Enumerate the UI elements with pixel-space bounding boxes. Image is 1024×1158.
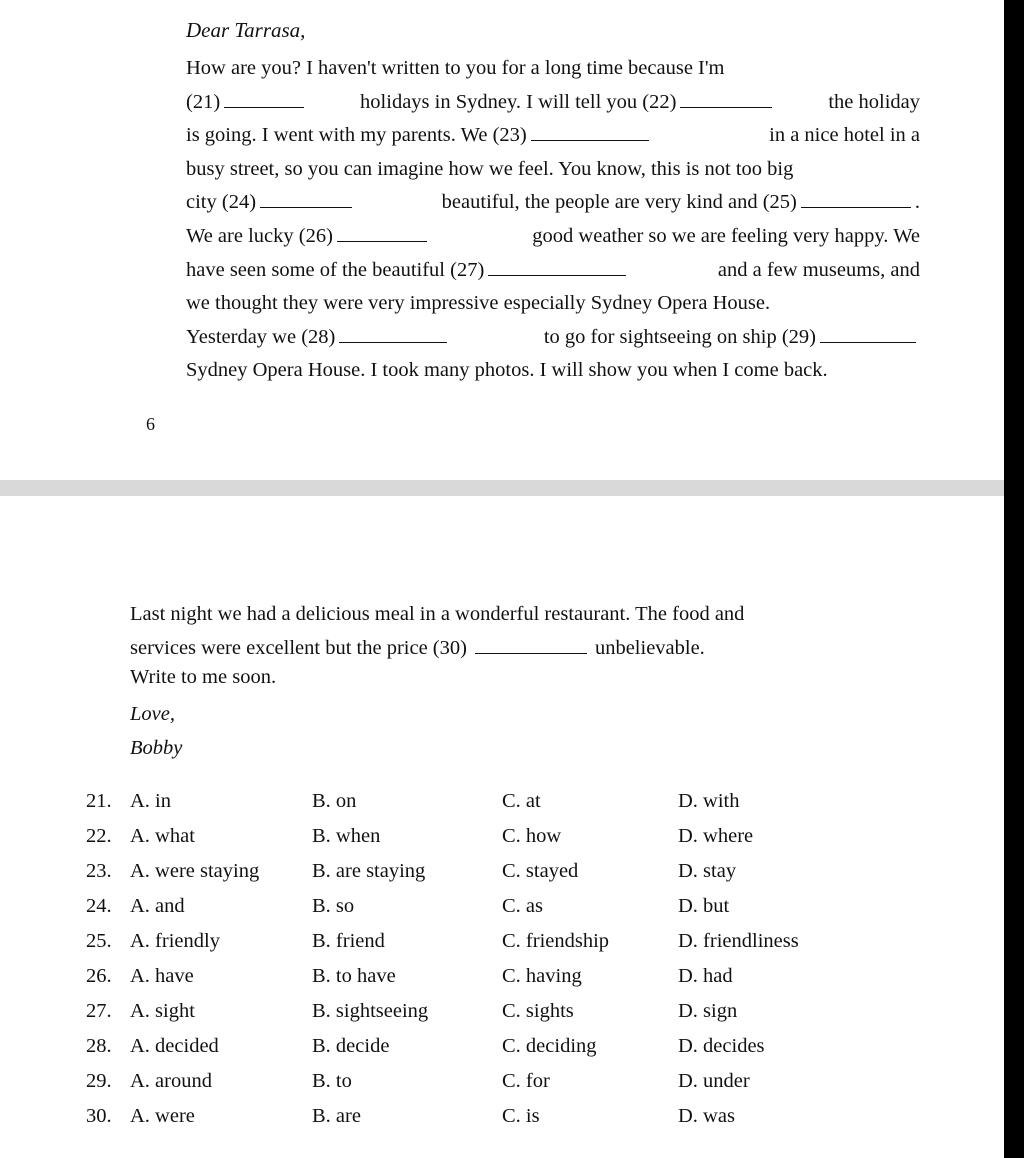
option-b: B. to have	[312, 965, 396, 987]
option-c: C. sights	[502, 1000, 574, 1022]
blank-25	[801, 190, 911, 208]
option-c: C. for	[502, 1070, 550, 1092]
question-number: 30.	[86, 1105, 112, 1127]
page-number: 6	[146, 414, 155, 434]
question-row	[86, 790, 846, 825]
question-number: 27.	[86, 1000, 112, 1022]
option-c: C. having	[502, 965, 582, 987]
option-c: C. is	[502, 1105, 540, 1127]
letter-line: busy street, so you can imagine how we feel. You know, this is not too big	[186, 157, 794, 180]
question-number: 22.	[86, 825, 112, 847]
option-a: A. decided	[130, 1035, 219, 1057]
option-d: D. under	[678, 1070, 750, 1092]
letter-line: Sydney Opera House. I took many photos. I will show you when I come back.	[186, 359, 828, 382]
option-d: D. friendliness	[678, 930, 799, 952]
closing-request: Write to me soon.	[130, 666, 277, 688]
blank-28	[339, 324, 447, 342]
option-d: D. had	[678, 965, 733, 987]
question-number: 24.	[86, 895, 112, 917]
page-separator	[0, 480, 1024, 496]
blank-23	[531, 123, 649, 141]
question-number: 26.	[86, 965, 112, 987]
option-c: C. friendship	[502, 930, 610, 952]
option-b: B. friend	[312, 930, 385, 952]
option-a: A. sight	[130, 1000, 195, 1022]
option-b: B. are	[312, 1105, 361, 1127]
letter-line: (21) holidays in Sydney. I will tell you (22) the holiday	[186, 90, 920, 113]
question-row	[86, 1035, 846, 1070]
screen-edge	[1004, 0, 1024, 1158]
option-b: B. are staying	[312, 860, 426, 882]
option-c: C. stayed	[502, 860, 579, 882]
letter-salutation: Dear Tarrasa,	[186, 18, 306, 42]
blank-22	[680, 89, 772, 107]
option-a: A. and	[130, 895, 185, 917]
option-c: C. how	[502, 825, 562, 847]
option-a: A. around	[130, 1070, 212, 1092]
question-row	[86, 1070, 846, 1105]
letter-line: we thought they were very impressive especially Sydney Opera House.	[186, 292, 771, 315]
question-number: 21.	[86, 790, 112, 812]
option-d: D. stay	[678, 860, 737, 882]
question-row	[86, 1105, 846, 1140]
option-c: C. at	[502, 790, 541, 812]
blank-30	[475, 635, 587, 653]
option-d: D. where	[678, 825, 754, 847]
blank-21	[224, 89, 304, 107]
page-bottom	[0, 496, 1004, 1158]
option-d: D. was	[678, 1105, 735, 1127]
page-top	[0, 0, 1004, 480]
answer-options	[86, 790, 846, 1140]
option-b: B. so	[312, 895, 355, 917]
option-a: A. what	[130, 825, 195, 847]
letter-line: How are you? I haven't written to you for a long time because I'm	[186, 57, 725, 79]
question-row	[86, 965, 846, 1000]
letter-body	[186, 52, 920, 388]
option-a: A. were staying	[130, 860, 260, 882]
question-row	[86, 825, 846, 860]
option-a: A. in	[130, 790, 171, 812]
letter-line: We are lucky (26) good weather so we are feeling very happy. We	[186, 224, 920, 247]
option-d: D. sign	[678, 1000, 738, 1022]
letter-line: city (24) beautiful, the people are very kind and (25) .	[186, 191, 920, 214]
option-a: A. were	[130, 1105, 195, 1127]
question-row	[86, 860, 846, 895]
option-b: B. on	[312, 790, 357, 812]
signature: Bobby	[130, 737, 183, 759]
question-row	[86, 895, 846, 930]
option-b: B. decide	[312, 1035, 390, 1057]
question-number: 28.	[86, 1035, 112, 1057]
blank-27	[488, 257, 626, 275]
closing-love: Love,	[130, 703, 175, 725]
blank-24	[260, 190, 352, 208]
option-b: B. to	[312, 1070, 352, 1092]
question-number: 25.	[86, 930, 112, 952]
letter-line: Last night we had a delicious meal in a wonderful restaurant. The food and	[130, 603, 745, 625]
blank-26	[337, 224, 427, 242]
question-number: 29.	[86, 1070, 112, 1092]
letter-line: is going. I went with my parents. We (23) in a nice hotel in a	[186, 124, 920, 147]
option-d: D. but	[678, 895, 730, 917]
question-number: 23.	[86, 860, 112, 882]
letter-line: have seen some of the beautiful (27) and a few museums, and	[186, 258, 920, 281]
option-d: D. decides	[678, 1035, 765, 1057]
option-b: B. sightseeing	[312, 1000, 429, 1022]
option-a: A. have	[130, 965, 194, 987]
letter-line: Yesterday we (28) to go for sightseeing on ship (29)	[186, 321, 920, 355]
question-row	[86, 1000, 846, 1035]
blank-29	[820, 324, 916, 342]
option-d: D. with	[678, 790, 740, 812]
question-row	[86, 930, 846, 965]
letter-continuation	[130, 598, 870, 665]
letter-line: services were excellent but the price (30) unbelievable.	[130, 636, 705, 659]
option-c: C. deciding	[502, 1035, 597, 1057]
option-b: B. when	[312, 825, 381, 847]
option-a: A. friendly	[130, 930, 220, 952]
option-c: C. as	[502, 895, 543, 917]
